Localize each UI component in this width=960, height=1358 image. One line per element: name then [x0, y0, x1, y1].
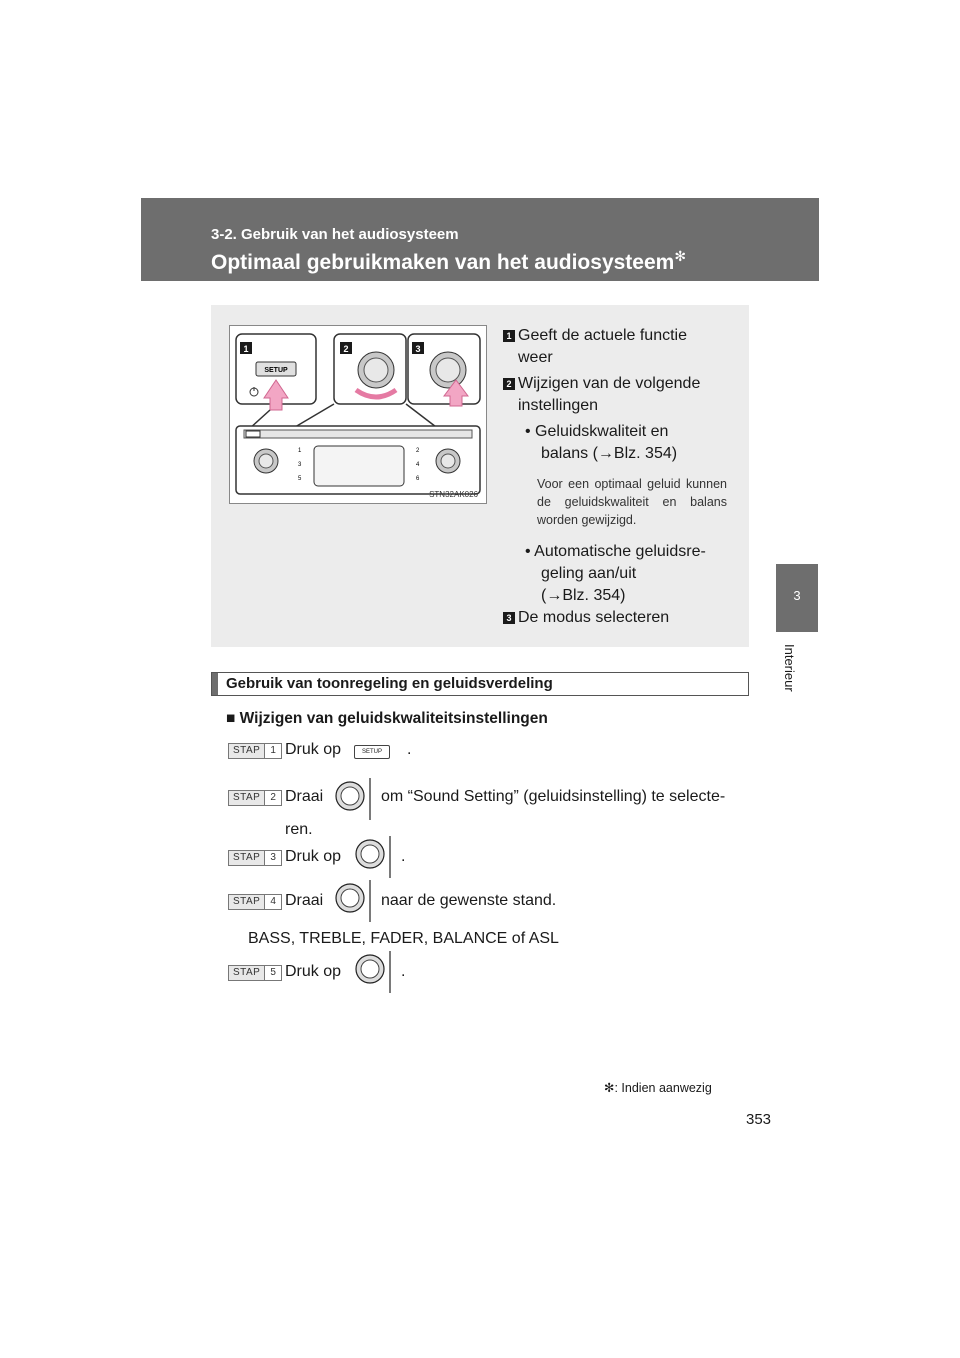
step-2-text: Draai	[285, 788, 324, 805]
tune-knob-icon	[352, 834, 396, 880]
chapter-tab	[776, 564, 818, 632]
step-2-continued: ren.	[285, 821, 313, 838]
preset-2: 2	[416, 448, 420, 454]
callout-3-text: 3 De modus selecteren	[503, 607, 727, 629]
callout-1-label: 1	[243, 344, 249, 354]
subheading: ■ Wijzigen van geluidskwaliteitsinstellingen	[226, 710, 548, 727]
figure-code: STN32AK026	[429, 490, 478, 499]
callout-2-text: 2 Wijzigen van de volgende instellingen • Geluidskwaliteit en balans (→Blz. 354)	[503, 373, 727, 465]
bullet-sound-quality-ref: balans (→Blz. 354)	[541, 445, 678, 462]
tune-knob-icon	[332, 776, 376, 822]
step-4-text: Draai	[285, 892, 324, 909]
preset-4: 4	[416, 462, 420, 468]
availability-marker: ✻	[674, 248, 687, 264]
audio-panel-figure	[229, 325, 487, 504]
callout-3-badge: 3	[503, 612, 515, 624]
step-1-badge: STAP 1	[228, 743, 282, 759]
page-number: 353	[746, 1111, 772, 1128]
step-2-end: om “Sound Setting” (geluidsinstelling) te selecte-	[381, 788, 726, 805]
section-heading: Gebruik van toonregeling en geluidsverdeling	[226, 675, 553, 692]
tune-knob-icon	[352, 949, 396, 995]
step-1-end: .	[407, 741, 412, 758]
bullet-sound-quality: • Geluidskwaliteit en	[525, 423, 669, 440]
setup-button-label: SETUP	[264, 367, 288, 374]
preset-1: 1	[298, 448, 302, 454]
info-box	[211, 305, 749, 647]
callout-1-badge: 1	[503, 330, 515, 342]
audio-panel-illustration	[230, 326, 486, 503]
chapter-label: Interieur	[782, 644, 797, 692]
section-title: 3-2. Gebruik van het audiosysteem	[211, 226, 459, 243]
step-5-text: Druk op	[285, 963, 342, 980]
callout-1-text: 1 Geeft de actuele functie weer	[503, 325, 727, 369]
step-3-badge: STAP 3	[228, 850, 282, 866]
tune-knob-icon	[332, 878, 376, 924]
setup-button-icon: SETUP	[354, 745, 390, 759]
sound-quality-note: Voor een optimaal geluid kunnen de geluidskwaliteit en balans worden gewijzigd.	[537, 477, 727, 527]
preset-6: 6	[416, 476, 420, 482]
step-5-badge: STAP 5	[228, 965, 282, 981]
section-heading-accent	[212, 673, 218, 695]
preset-5: 5	[298, 476, 302, 482]
section-heading-bar	[211, 672, 749, 696]
sound-options: BASS, TREBLE, FADER, BALANCE of ASL	[248, 930, 559, 947]
page-header	[141, 198, 819, 281]
page-title: Optimaal gebruikmaken van het audiosysteem✻	[211, 248, 687, 274]
preset-3: 3	[298, 462, 302, 468]
chapter-number: 3	[793, 588, 801, 603]
chapter-label-area	[776, 632, 818, 712]
step-3-text: Druk op	[285, 848, 342, 865]
step-2-badge: STAP 2	[228, 790, 282, 806]
step-4-badge: STAP 4	[228, 894, 282, 910]
step-3-end: .	[401, 848, 406, 865]
step-4-end: naar de gewenste stand.	[381, 892, 557, 909]
callout-2-badge: 2	[503, 378, 515, 390]
callout-2-label: 2	[343, 344, 349, 354]
step-1-text: Druk op	[285, 741, 342, 758]
step-5-end: .	[401, 963, 406, 980]
footnote: ✻: Indien aanwezig	[604, 1081, 712, 1095]
callout-3-label: 3	[415, 344, 421, 354]
bullet-asl: • Automatische geluidsre- geling aan/uit (→Blz. 354)	[525, 543, 706, 604]
